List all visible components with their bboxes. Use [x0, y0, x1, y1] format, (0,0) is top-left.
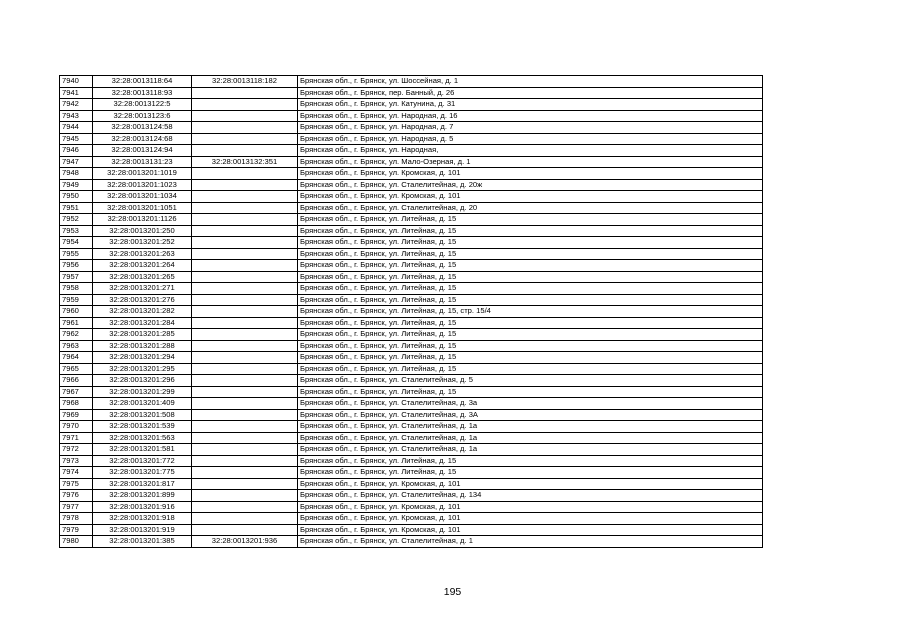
cadastral-number-cell: 32:28:0013124:58 — [93, 122, 192, 134]
parent-cadastral-number-cell — [192, 87, 298, 99]
cadastral-number-cell: 32:28:0013201:409 — [93, 398, 192, 410]
parent-cadastral-number-cell — [192, 444, 298, 456]
parent-cadastral-number-cell — [192, 260, 298, 272]
row-number-cell: 7962 — [60, 329, 93, 341]
table-row — [60, 306, 763, 318]
registry-table-body — [60, 76, 763, 548]
cadastral-number-cell: 32:28:0013201:295 — [93, 363, 192, 375]
address-cell: Брянская обл., г. Брянск, ул. Сталелитейная, д. 1а — [298, 421, 763, 433]
table-row — [60, 168, 763, 180]
address-cell: Брянская обл., г. Брянск, ул. Литейная, д. 15 — [298, 248, 763, 260]
parent-cadastral-number-cell — [192, 467, 298, 479]
row-number-cell: 7976 — [60, 490, 93, 502]
parent-cadastral-number-cell: 32:28:0013118:182 — [192, 76, 298, 88]
row-number-cell: 7946 — [60, 145, 93, 157]
parent-cadastral-number-cell — [192, 133, 298, 145]
table-row — [60, 283, 763, 295]
cadastral-number-cell: 32:28:0013201:563 — [93, 432, 192, 444]
cadastral-number-cell: 32:28:0013201:263 — [93, 248, 192, 260]
row-number-cell: 7965 — [60, 363, 93, 375]
address-cell: Брянская обл., г. Брянск, ул. Катунина, д. 31 — [298, 99, 763, 111]
row-number-cell: 7948 — [60, 168, 93, 180]
row-number-cell: 7956 — [60, 260, 93, 272]
cadastral-number-cell: 32:28:0013201:284 — [93, 317, 192, 329]
cadastral-number-cell: 32:28:0013201:271 — [93, 283, 192, 295]
table-row — [60, 179, 763, 191]
address-cell: Брянская обл., г. Брянск, ул. Кромская, д. 101 — [298, 524, 763, 536]
row-number-cell: 7957 — [60, 271, 93, 283]
table-row — [60, 87, 763, 99]
parent-cadastral-number-cell — [192, 421, 298, 433]
row-number-cell: 7952 — [60, 214, 93, 226]
cadastral-number-cell: 32:28:0013201:250 — [93, 225, 192, 237]
parent-cadastral-number-cell — [192, 179, 298, 191]
table-row — [60, 501, 763, 513]
address-cell: Брянская обл., г. Брянск, ул. Литейная, д. 15 — [298, 363, 763, 375]
address-cell: Брянская обл., г. Брянск, ул. Литейная, д. 15 — [298, 294, 763, 306]
cadastral-number-cell: 32:28:0013124:94 — [93, 145, 192, 157]
parent-cadastral-number-cell — [192, 202, 298, 214]
address-cell: Брянская обл., г. Брянск, ул. Литейная, д. 15 — [298, 329, 763, 341]
cadastral-number-cell: 32:28:0013201:817 — [93, 478, 192, 490]
row-number-cell: 7944 — [60, 122, 93, 134]
table-row — [60, 444, 763, 456]
cadastral-number-cell: 32:28:0013124:68 — [93, 133, 192, 145]
table-row — [60, 260, 763, 272]
row-number-cell: 7978 — [60, 513, 93, 525]
cadastral-number-cell: 32:28:0013201:508 — [93, 409, 192, 421]
table-row — [60, 133, 763, 145]
parent-cadastral-number-cell — [192, 110, 298, 122]
row-number-cell: 7975 — [60, 478, 93, 490]
row-number-cell: 7953 — [60, 225, 93, 237]
cadastral-number-cell: 32:28:0013201:288 — [93, 340, 192, 352]
parent-cadastral-number-cell — [192, 398, 298, 410]
address-cell: Брянская обл., г. Брянск, ул. Кромская, д. 101 — [298, 191, 763, 203]
row-number-cell: 7963 — [60, 340, 93, 352]
address-cell: Брянская обл., г. Брянск, ул. Литейная, д. 15 — [298, 260, 763, 272]
parent-cadastral-number-cell — [192, 340, 298, 352]
parent-cadastral-number-cell — [192, 248, 298, 260]
row-number-cell: 7964 — [60, 352, 93, 364]
address-cell: Брянская обл., г. Брянск, ул. Сталелитейная, д. 5 — [298, 375, 763, 387]
row-number-cell: 7943 — [60, 110, 93, 122]
address-cell: Брянская обл., г. Брянск, ул. Сталелитейная, д. 1а — [298, 432, 763, 444]
row-number-cell: 7974 — [60, 467, 93, 479]
row-number-cell: 7972 — [60, 444, 93, 456]
address-cell: Брянская обл., г. Брянск, ул. Сталелитейная, д. 1 — [298, 536, 763, 548]
table-row — [60, 122, 763, 134]
row-number-cell: 7951 — [60, 202, 93, 214]
cadastral-number-cell: 32:28:0013201:916 — [93, 501, 192, 513]
address-cell: Брянская обл., г. Брянск, ул. Народная, д. 7 — [298, 122, 763, 134]
parent-cadastral-number-cell — [192, 524, 298, 536]
row-number-cell: 7947 — [60, 156, 93, 168]
parent-cadastral-number-cell — [192, 283, 298, 295]
table-row — [60, 110, 763, 122]
cadastral-number-cell: 32:28:0013201:1034 — [93, 191, 192, 203]
row-number-cell: 7966 — [60, 375, 93, 387]
cadastral-number-cell: 32:28:0013201:299 — [93, 386, 192, 398]
address-cell: Брянская обл., г. Брянск, ул. Сталелитейная, д. 3а — [298, 398, 763, 410]
table-row — [60, 432, 763, 444]
address-cell: Брянская обл., г. Брянск, ул. Литейная, д. 15 — [298, 271, 763, 283]
registry-table — [59, 75, 763, 548]
address-cell: Брянская обл., г. Брянск, ул. Народная, — [298, 145, 763, 157]
row-number-cell: 7971 — [60, 432, 93, 444]
address-cell: Брянская обл., г. Брянск, ул. Литейная, д. 15 — [298, 225, 763, 237]
cadastral-number-cell: 32:28:0013201:252 — [93, 237, 192, 249]
parent-cadastral-number-cell — [192, 271, 298, 283]
row-number-cell: 7960 — [60, 306, 93, 318]
table-row — [60, 352, 763, 364]
cadastral-number-cell: 32:28:0013201:581 — [93, 444, 192, 456]
cadastral-number-cell: 32:28:0013201:282 — [93, 306, 192, 318]
table-row — [60, 271, 763, 283]
address-cell: Брянская обл., г. Брянск, ул. Литейная, д. 15 — [298, 237, 763, 249]
address-cell: Брянская обл., г. Брянск, ул. Литейная, д. 15, стр. 15/4 — [298, 306, 763, 318]
parent-cadastral-number-cell — [192, 409, 298, 421]
row-number-cell: 7945 — [60, 133, 93, 145]
cadastral-number-cell: 32:28:0013201:296 — [93, 375, 192, 387]
cadastral-number-cell: 32:28:0013201:775 — [93, 467, 192, 479]
cadastral-number-cell: 32:28:0013201:1126 — [93, 214, 192, 226]
row-number-cell: 7980 — [60, 536, 93, 548]
table-row — [60, 145, 763, 157]
cadastral-number-cell: 32:28:0013201:918 — [93, 513, 192, 525]
table-row — [60, 317, 763, 329]
row-number-cell: 7961 — [60, 317, 93, 329]
address-cell: Брянская обл., г. Брянск, ул. Сталелитейная, д. 134 — [298, 490, 763, 502]
parent-cadastral-number-cell — [192, 513, 298, 525]
cadastral-number-cell: 32:28:0013201:385 — [93, 536, 192, 548]
cadastral-number-cell: 32:28:0013118:93 — [93, 87, 192, 99]
address-cell: Брянская обл., г. Брянск, ул. Литейная, д. 15 — [298, 340, 763, 352]
parent-cadastral-number-cell: 32:28:0013132:351 — [192, 156, 298, 168]
address-cell: Брянская обл., г. Брянск, ул. Литейная, д. 15 — [298, 317, 763, 329]
parent-cadastral-number-cell — [192, 329, 298, 341]
cadastral-number-cell: 32:28:0013201:1023 — [93, 179, 192, 191]
table-row — [60, 524, 763, 536]
cadastral-number-cell: 32:28:0013201:264 — [93, 260, 192, 272]
cadastral-number-cell: 32:28:0013201:285 — [93, 329, 192, 341]
address-cell: Брянская обл., г. Брянск, ул. Мало-Озерная, д. 1 — [298, 156, 763, 168]
parent-cadastral-number-cell — [192, 168, 298, 180]
table-row — [60, 398, 763, 410]
table-row — [60, 191, 763, 203]
table-row — [60, 76, 763, 88]
table-row — [60, 386, 763, 398]
cadastral-number-cell: 32:28:0013122:5 — [93, 99, 192, 111]
address-cell: Брянская обл., г. Брянск, ул. Шоссейная, д. 1 — [298, 76, 763, 88]
table-row — [60, 156, 763, 168]
table-row — [60, 225, 763, 237]
table-row — [60, 513, 763, 525]
parent-cadastral-number-cell — [192, 501, 298, 513]
parent-cadastral-number-cell — [192, 225, 298, 237]
table-row — [60, 99, 763, 111]
parent-cadastral-number-cell — [192, 455, 298, 467]
parent-cadastral-number-cell — [192, 294, 298, 306]
address-cell: Брянская обл., г. Брянск, ул. Сталелитейная, д. 20 — [298, 202, 763, 214]
address-cell: Брянская обл., г. Брянск, ул. Народная, д. 16 — [298, 110, 763, 122]
cadastral-number-cell: 32:28:0013201:1019 — [93, 168, 192, 180]
table-row — [60, 237, 763, 249]
table-row — [60, 214, 763, 226]
table-row — [60, 467, 763, 479]
row-number-cell: 7977 — [60, 501, 93, 513]
address-cell: Брянская обл., г. Брянск, ул. Кромская, д. 101 — [298, 513, 763, 525]
cadastral-number-cell: 32:28:0013123:6 — [93, 110, 192, 122]
row-number-cell: 7954 — [60, 237, 93, 249]
address-cell: Брянская обл., г. Брянск, пер. Банный, д. 26 — [298, 87, 763, 99]
cadastral-number-cell: 32:28:0013201:294 — [93, 352, 192, 364]
table-row — [60, 294, 763, 306]
row-number-cell: 7949 — [60, 179, 93, 191]
address-cell: Брянская обл., г. Брянск, ул. Литейная, д. 15 — [298, 455, 763, 467]
cadastral-number-cell: 32:28:0013201:772 — [93, 455, 192, 467]
parent-cadastral-number-cell — [192, 99, 298, 111]
address-cell: Брянская обл., г. Брянск, ул. Народная, д. 5 — [298, 133, 763, 145]
row-number-cell: 7942 — [60, 99, 93, 111]
address-cell: Брянская обл., г. Брянск, ул. Сталелитейная, д. 20ж — [298, 179, 763, 191]
address-cell: Брянская обл., г. Брянск, ул. Литейная, д. 15 — [298, 386, 763, 398]
row-number-cell: 7950 — [60, 191, 93, 203]
page-number: 195 — [443, 586, 462, 598]
cadastral-number-cell: 32:28:0013201:1051 — [93, 202, 192, 214]
table-row — [60, 478, 763, 490]
parent-cadastral-number-cell — [192, 478, 298, 490]
row-number-cell: 7940 — [60, 76, 93, 88]
parent-cadastral-number-cell — [192, 214, 298, 226]
parent-cadastral-number-cell — [192, 237, 298, 249]
table-row — [60, 202, 763, 214]
parent-cadastral-number-cell — [192, 145, 298, 157]
table-row — [60, 363, 763, 375]
address-cell: Брянская обл., г. Брянск, ул. Кромская, д. 101 — [298, 501, 763, 513]
parent-cadastral-number-cell — [192, 432, 298, 444]
parent-cadastral-number-cell — [192, 363, 298, 375]
table-row — [60, 455, 763, 467]
parent-cadastral-number-cell: 32:28:0013201:936 — [192, 536, 298, 548]
row-number-cell: 7970 — [60, 421, 93, 433]
parent-cadastral-number-cell — [192, 386, 298, 398]
cadastral-number-cell: 32:28:0013201:899 — [93, 490, 192, 502]
table-row — [60, 536, 763, 548]
parent-cadastral-number-cell — [192, 317, 298, 329]
table-row — [60, 329, 763, 341]
address-cell: Брянская обл., г. Брянск, ул. Литейная, д. 15 — [298, 214, 763, 226]
row-number-cell: 7969 — [60, 409, 93, 421]
parent-cadastral-number-cell — [192, 122, 298, 134]
table-row — [60, 375, 763, 387]
row-number-cell: 7958 — [60, 283, 93, 295]
address-cell: Брянская обл., г. Брянск, ул. Кромская, д. 101 — [298, 478, 763, 490]
address-cell: Брянская обл., г. Брянск, ул. Литейная, д. 15 — [298, 352, 763, 364]
row-number-cell: 7941 — [60, 87, 93, 99]
address-cell: Брянская обл., г. Брянск, ул. Литейная, д. 15 — [298, 283, 763, 295]
row-number-cell: 7955 — [60, 248, 93, 260]
table-row — [60, 409, 763, 421]
table-row — [60, 248, 763, 260]
parent-cadastral-number-cell — [192, 306, 298, 318]
parent-cadastral-number-cell — [192, 191, 298, 203]
table-row — [60, 340, 763, 352]
parent-cadastral-number-cell — [192, 352, 298, 364]
row-number-cell: 7968 — [60, 398, 93, 410]
row-number-cell: 7979 — [60, 524, 93, 536]
cadastral-number-cell: 32:28:0013131:23 — [93, 156, 192, 168]
cadastral-number-cell: 32:28:0013118:64 — [93, 76, 192, 88]
cadastral-number-cell: 32:28:0013201:265 — [93, 271, 192, 283]
cadastral-number-cell: 32:28:0013201:919 — [93, 524, 192, 536]
table-row — [60, 421, 763, 433]
parent-cadastral-number-cell — [192, 490, 298, 502]
cadastral-number-cell: 32:28:0013201:539 — [93, 421, 192, 433]
address-cell: Брянская обл., г. Брянск, ул. Литейная, д. 15 — [298, 467, 763, 479]
address-cell: Брянская обл., г. Брянск, ул. Кромская, д. 101 — [298, 168, 763, 180]
row-number-cell: 7973 — [60, 455, 93, 467]
row-number-cell: 7959 — [60, 294, 93, 306]
cadastral-number-cell: 32:28:0013201:276 — [93, 294, 192, 306]
address-cell: Брянская обл., г. Брянск, ул. Сталелитейная, д. 1а — [298, 444, 763, 456]
row-number-cell: 7967 — [60, 386, 93, 398]
address-cell: Брянская обл., г. Брянск, ул. Сталелитейная, д. 3А — [298, 409, 763, 421]
parent-cadastral-number-cell — [192, 375, 298, 387]
table-row — [60, 490, 763, 502]
